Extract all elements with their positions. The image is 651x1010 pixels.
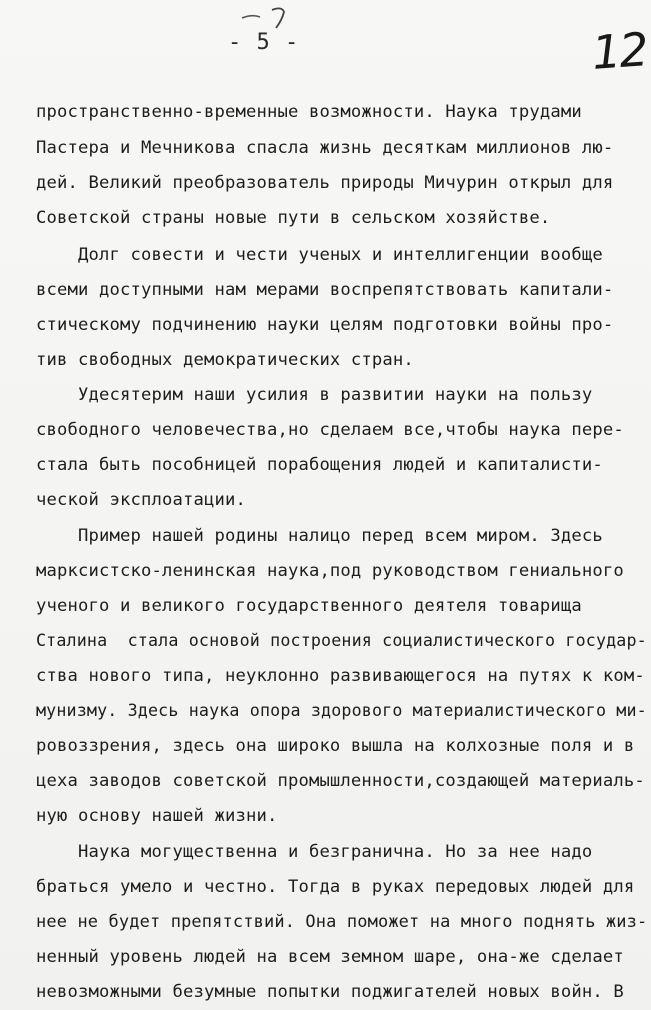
text-line: пространственно-временные возможности. Наука трудами	[36, 102, 582, 122]
text-line: стическому подчинению науки целям подготовки войны про-	[36, 315, 614, 335]
text-line: ную основу нашей жизни.	[36, 806, 278, 826]
text-line: Долг совести и чести ученых и интеллигенции вообще	[36, 245, 603, 265]
text-line: Пастера и Мечникова спасла жизнь десяткам миллионов лю-	[36, 138, 614, 158]
text-line: мунизму. Здесь наука опора здорового материалистического ми-	[36, 701, 647, 721]
text-line: нее не будет препятствий. Она поможет на много поднять жиз-	[36, 912, 648, 932]
text-line: марксистско-ленинская наука,под руководством гениального	[36, 561, 624, 581]
text-line: ровоззрения, здесь она широко вышла на колхозные поля и в	[36, 736, 635, 756]
text-line: тив свободных демократических стран.	[36, 350, 414, 370]
text-line: стала быть пособницей порабощения людей и капиталисти-	[36, 455, 603, 475]
text-line: Пример нашей родины налицо перед всем миром. Здесь	[36, 526, 603, 546]
text-line: цеха заводов советской промышленности,создающей материаль-	[36, 771, 645, 791]
text-line: дей. Великий преобразователь природы Мичурин открыл для	[36, 173, 614, 193]
text-line: Сталина стала основой построения социалистического государ-	[36, 631, 647, 651]
text-line: невозможными безумные попытки поджигателей новых войн. В	[36, 982, 624, 1002]
text-line: ства нового типа, неуклонно развивающегося на путях к ком-	[36, 666, 645, 686]
text-line: Советской страны новые пути в сельском хозяйстве.	[36, 208, 551, 228]
text-line: Удесятерим наши усилия в развитии науки на пользу	[36, 385, 593, 405]
text-line: ческой эксплоатации.	[36, 490, 246, 510]
text-line: Наука могущественна и безгранична. Но за нее надо	[36, 842, 593, 862]
text-line: браться умело и честно. Тогда в руках передовых людей для	[36, 877, 635, 897]
text-line: всеми доступными нам мерами воспрепятствовать капитали-	[36, 280, 614, 300]
text-line: ненный уровень людей на всем земном шаре, она-же сделает	[36, 947, 624, 967]
text-line: ученого и великого государственного деятеля товарища	[36, 596, 582, 616]
page-number: - 5 -	[228, 30, 300, 55]
text-line: свободного человечества,но сделаем все,чтобы наука пере-	[36, 420, 624, 440]
archive-number: 12	[590, 22, 649, 80]
